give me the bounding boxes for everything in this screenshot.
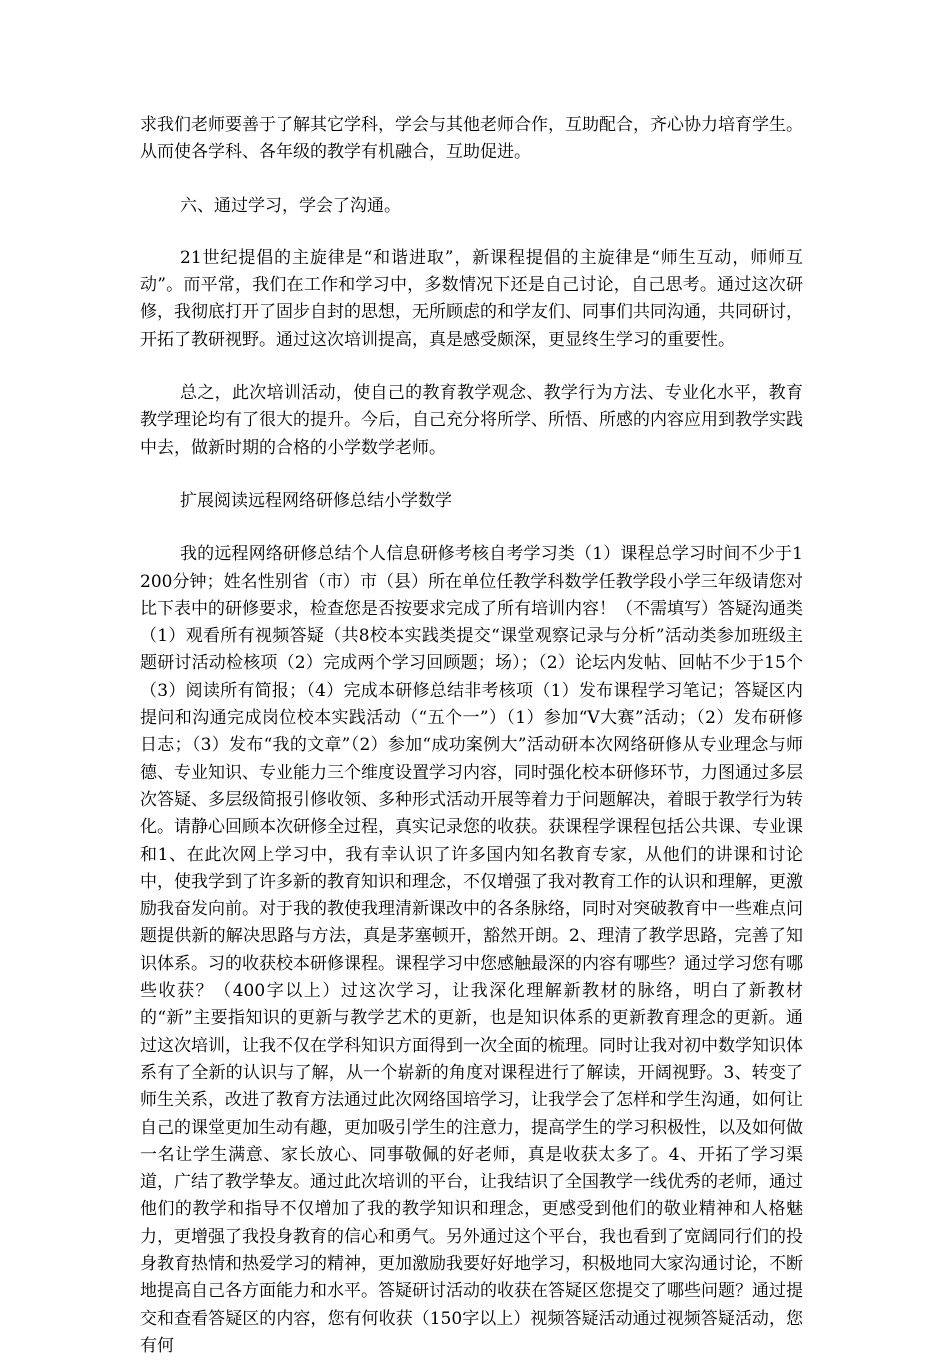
paragraph-communication: 21世纪提倡的主旋律是“和谐进取”，新课程提倡的主旋律是“师生互动，师师互动”。而平常，我们在工作和学习中，多数情况下还是自己讨论，自己思考。通过这次研修，我彻底打开了固步自封的思想，无所顾虑的和学友们、同事们共同沟通，共同研讨，开拓了教研视野。通过这次培训提高，真是感受颇深，更显终生学习的重要性。 bbox=[140, 247, 803, 350]
paragraph-summary: 总之，此次培训活动，使自己的教育教学观念、教学行为方法、专业化水平，教育教学理论均有了很大的提升。今后，自己充分将所学、所悟、所感的内容应用到教学实践中去，做新时期的合格的小学数学老师。 bbox=[140, 383, 803, 458]
section-heading-six: 六、通过学习，学会了沟通。 bbox=[180, 195, 401, 216]
document-body bbox=[140, 112, 803, 1360]
extended-reading-title: 扩展阅读远程网络研修总结小学数学 bbox=[180, 490, 452, 511]
paragraph-research-summary: 我的远程网络研修总结个人信息研修考核自考学习类（1）课程总学习时间不少于1200分钟；姓名性别省（市）市（县）所在单位任教学科数学任教学段小学三年级请您对比下表中的研修要求，检查您是否按要求完成了所有培训内容！（不需填写）答疑沟通类（1）观看所有视频答疑（共8校本实践类提交“课堂观察记录与分析”活动类参加班级主题研讨活动检核项（2）完成两个学习回顾题；场）；（2）论坛内发帖、回帖不少于15个（3）阅读所有简报；（4）完成本研修总结非考核项（1）发布课程学习笔记；答疑区内提问和沟通完成岗位校本实践活动（“五个一”）（1）参加“V大赛”活动；（2）发布研修日志；（3）发布“我的文章”（2）参加“成功案例大”活动研本次网络研修从专业理念与师德、专业知识、专业能力三个维度设置学习内容，同时强化校本研修环节，力图通过多层次答疑、多层级简报引修收领、多种形式活动开展等着力于问题解决，着眼于教学行为转化。请静心回顾本次研修全过程，真实记录您的收获。获课程学课程包括公共课、专业课和1、在此次网上学习中，我有幸认识了许多国内知名教育专家，从他们的讲课和讨论中，使我学到了许多新的教育知识和理念，不仅增强了我对教育工作的认识和理解，更激励我奋发向前。对于我的教使我理清新课改中的各条脉络，同时对突破教育中一些难点问题提供新的解决思路与方法，真是茅塞顿开，豁然开朗。2、理清了教学思路，完善了知识体系。习的收获校本研修课程。课程学习中您感触最深的内容有哪些？通过学习您有哪些收获？（400字以上）过这次学习，让我深化理解新教材的脉络，明白了新教材的“新”主要指知识的更新与教学艺术的更新，也是知识体系的更新教育理念的更新。通过这次培训，让我不仅在学科知识方面得到一次全面的梳理。同时让我对初中数学知识体系有了全新的认识与了解，从一个崭新的角度对课程进行了解读，开阔视野。3、转变了师生关系，改进了教育方法通过此次网络国培学习，让我学会了怎样和学生沟通，如何让自己的课堂更加生动有趣，更加吸引学生的注意力，提高学生的学习积极性，以及如何做一名让学生满意、家长放心、同事敬佩的好老师，真是收获太多了。4、开拓了学习渠道，广结了教学挚友。通过此次培训的平台，让我结识了全国教学一线优秀的老师，通过他们的教学和指导不仅增加了我的教学知识和理念，更感受到他们的敬业精神和人格魅力，更增强了我投身教育的信心和勇气。另外通过这个平台，我也看到了宽阔同行们的投身教育热情和热爱学习的精神，更加激励我要好好地学习，积极地同大家沟通讨论，不断地提高自己各方面能力和水平。答疑研讨活动的收获在答疑区您提交了哪些问题？通过提交和查看答疑区的内容，您有何收获（150字以上）视频答疑活动通过视频答疑活动，您有何 bbox=[140, 544, 803, 1356]
paragraph-continuation: 求我们老师要善于了解其它学科，学会与其他老师合作，互助配合，齐心协力培育学生。从而使各学科、各年级的教学有机融合，互助促进。 bbox=[140, 115, 803, 163]
